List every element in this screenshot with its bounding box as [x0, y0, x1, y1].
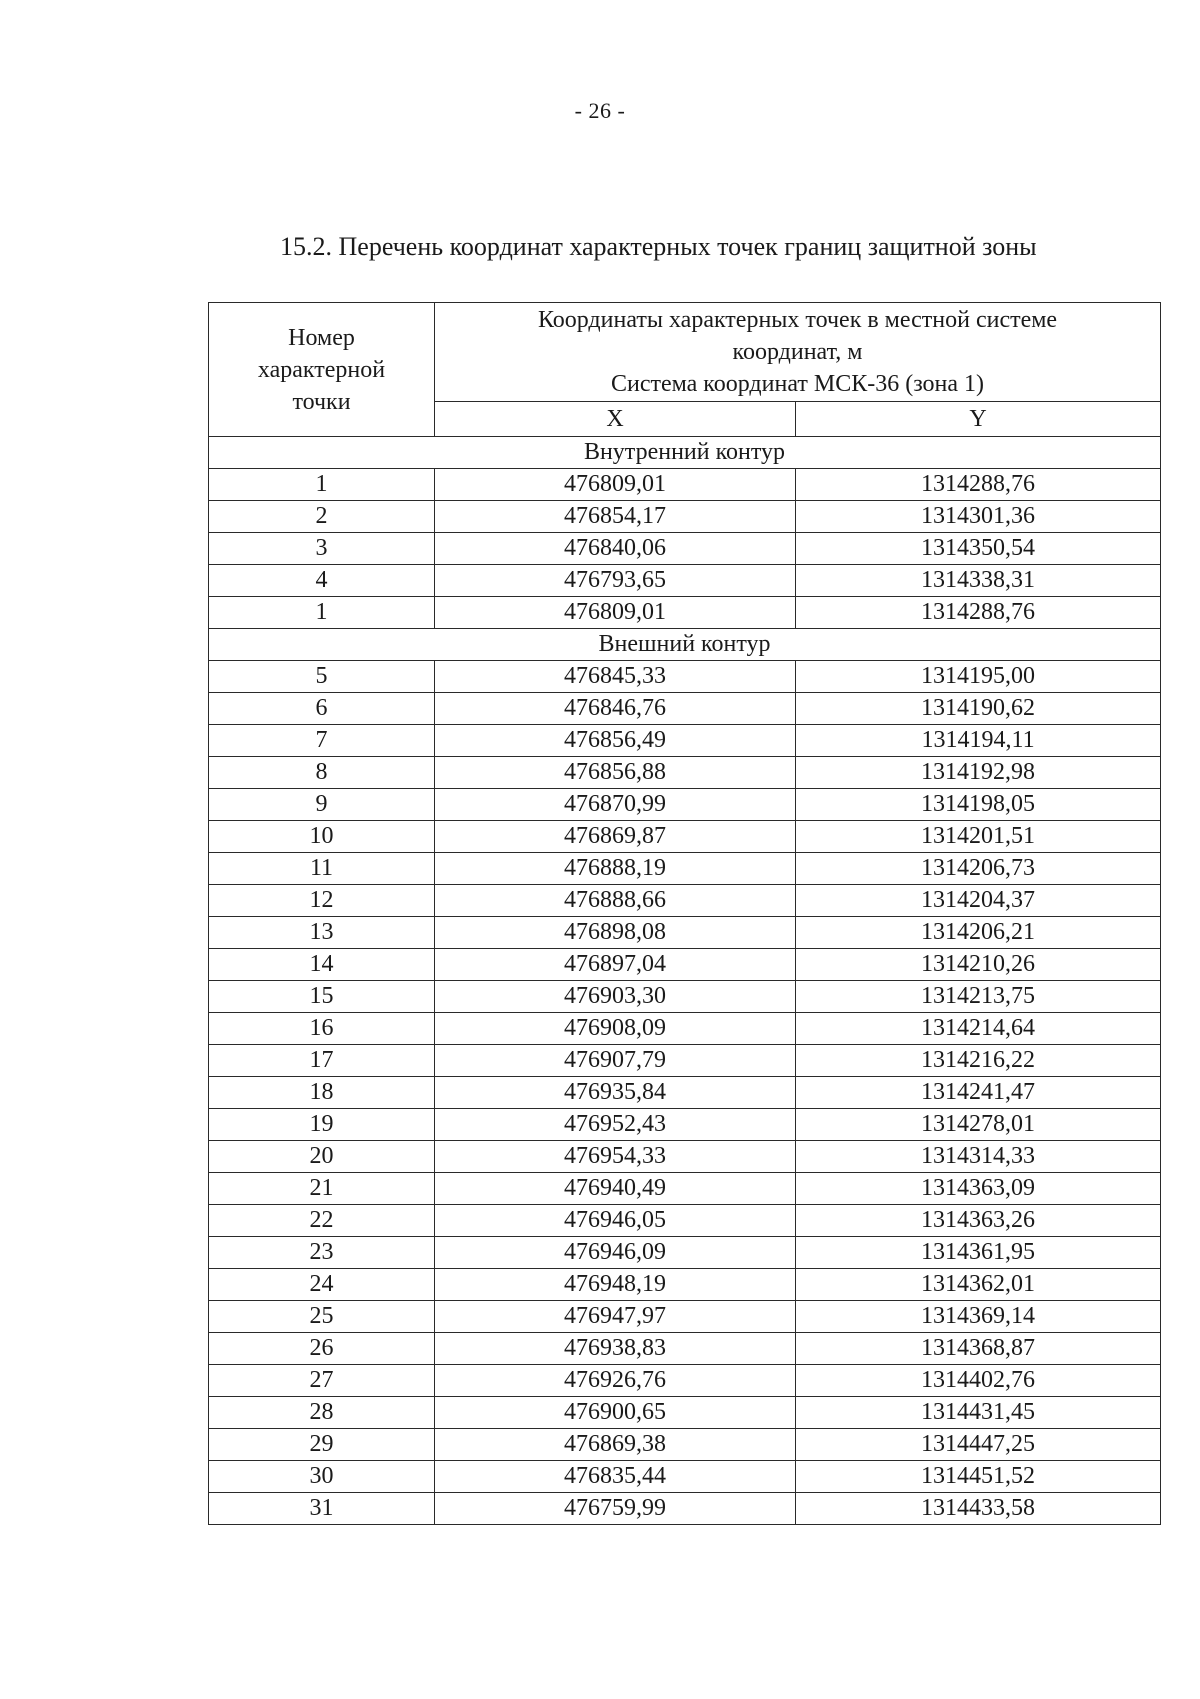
table-row — [209, 853, 1161, 885]
x-coordinate-cell: 476938,83 — [435, 1333, 796, 1365]
y-coordinate-cell: 1314194,11 — [796, 725, 1161, 757]
y-coordinate-cell: 1314363,26 — [796, 1205, 1161, 1237]
point-number-cell: 29 — [209, 1429, 435, 1461]
coordinate-system-label: Система координат МСК-36 (зона 1) — [610, 371, 985, 398]
point-number-header-line: характерной — [257, 356, 386, 383]
x-coordinate-cell: 476946,05 — [435, 1205, 796, 1237]
point-number-cell: 15 — [209, 981, 435, 1013]
point-number-cell: 20 — [209, 1141, 435, 1173]
table-row — [209, 565, 1161, 597]
section-title: 15.2. Перечень координат характерных точек границ защитной зоны — [280, 232, 1037, 261]
y-coordinate-cell: 1314451,52 — [796, 1461, 1161, 1493]
y-coordinate-cell: 1314216,22 — [796, 1045, 1161, 1077]
x-coordinate-cell: 476870,99 — [435, 789, 796, 821]
point-number-cell: 10 — [209, 821, 435, 853]
table-row — [209, 1013, 1161, 1045]
point-number-cell: 1 — [209, 469, 435, 501]
page-number: - 26 - — [574, 98, 626, 123]
y-coordinate-cell: 1314362,01 — [796, 1269, 1161, 1301]
coordinates-header-line: координат, м — [732, 339, 863, 366]
x-coordinate-cell: 476856,49 — [435, 725, 796, 757]
y-coordinate-cell: 1314198,05 — [796, 789, 1161, 821]
x-coordinate-cell: 476854,17 — [435, 501, 796, 533]
point-number-cell: 26 — [209, 1333, 435, 1365]
y-coordinate-cell: 1314190,62 — [796, 693, 1161, 725]
point-number-cell: 27 — [209, 1365, 435, 1397]
x-coordinate-cell: 476926,76 — [435, 1365, 796, 1397]
table-row — [209, 1429, 1161, 1461]
y-coordinate-cell: 1314288,76 — [796, 597, 1161, 629]
y-coordinate-cell: 1314433,58 — [796, 1493, 1161, 1525]
point-number-cell: 12 — [209, 885, 435, 917]
x-coordinate-cell: 476898,08 — [435, 917, 796, 949]
coordinates-header-line: Координаты характерных точек в местной системе — [537, 307, 1058, 334]
y-coordinate-cell: 1314368,87 — [796, 1333, 1161, 1365]
y-coordinate-cell: 1314288,76 — [796, 469, 1161, 501]
table-row — [209, 1461, 1161, 1493]
table-row — [209, 501, 1161, 533]
point-number-cell: 13 — [209, 917, 435, 949]
x-coordinate-cell: 476835,44 — [435, 1461, 796, 1493]
y-column-header: Y — [796, 402, 1161, 437]
x-coordinate-cell: 476907,79 — [435, 1045, 796, 1077]
table-row — [209, 1141, 1161, 1173]
point-number-cell: 3 — [209, 533, 435, 565]
y-coordinate-cell: 1314363,09 — [796, 1173, 1161, 1205]
point-number-header-line: точки — [292, 388, 351, 415]
x-coordinate-cell: 476869,38 — [435, 1429, 796, 1461]
x-coordinate-cell: 476952,43 — [435, 1109, 796, 1141]
table-row — [209, 1493, 1161, 1525]
table-row — [209, 693, 1161, 725]
y-coordinate-cell: 1314338,31 — [796, 565, 1161, 597]
section-row — [209, 437, 1161, 469]
point-number-cell: 14 — [209, 949, 435, 981]
x-coordinate-cell: 476809,01 — [435, 597, 796, 629]
table-row — [209, 661, 1161, 693]
table-row — [209, 885, 1161, 917]
table-row — [209, 1077, 1161, 1109]
point-number-cell: 16 — [209, 1013, 435, 1045]
x-coordinate-cell: 476940,49 — [435, 1173, 796, 1205]
x-coordinate-cell: 476946,09 — [435, 1237, 796, 1269]
x-coordinate-cell: 476903,30 — [435, 981, 796, 1013]
table-row — [209, 1173, 1161, 1205]
point-number-cell: 22 — [209, 1205, 435, 1237]
y-coordinate-cell: 1314314,33 — [796, 1141, 1161, 1173]
y-coordinate-cell: 1314206,73 — [796, 853, 1161, 885]
table-row — [209, 981, 1161, 1013]
point-number-cell: 18 — [209, 1077, 435, 1109]
section-title-cell: Внутренний контур — [209, 437, 1161, 469]
point-number-cell: 8 — [209, 757, 435, 789]
x-coordinate-cell: 476856,88 — [435, 757, 796, 789]
y-coordinate-cell: 1314431,45 — [796, 1397, 1161, 1429]
x-coordinate-cell: 476845,33 — [435, 661, 796, 693]
point-number-cell: 5 — [209, 661, 435, 693]
x-coordinate-cell: 476840,06 — [435, 533, 796, 565]
point-number-cell: 21 — [209, 1173, 435, 1205]
table-body — [209, 437, 1161, 1525]
point-number-cell: 25 — [209, 1301, 435, 1333]
x-coordinate-cell: 476809,01 — [435, 469, 796, 501]
table-row — [209, 1045, 1161, 1077]
table-row — [209, 1109, 1161, 1141]
point-number-cell: 9 — [209, 789, 435, 821]
point-number-cell: 24 — [209, 1269, 435, 1301]
table-row — [209, 469, 1161, 501]
y-coordinate-cell: 1314214,64 — [796, 1013, 1161, 1045]
point-number-header-line: Номер — [288, 324, 355, 351]
table-row — [209, 789, 1161, 821]
table-row — [209, 1269, 1161, 1301]
y-coordinate-cell: 1314204,37 — [796, 885, 1161, 917]
x-coordinate-cell: 476900,65 — [435, 1397, 796, 1429]
y-coordinate-cell: 1314278,01 — [796, 1109, 1161, 1141]
point-number-cell: 4 — [209, 565, 435, 597]
x-coordinate-cell: 476948,19 — [435, 1269, 796, 1301]
x-coordinate-cell: 476793,65 — [435, 565, 796, 597]
x-coordinate-cell: 476759,99 — [435, 1493, 796, 1525]
table-row — [209, 597, 1161, 629]
x-coordinate-cell: 476908,09 — [435, 1013, 796, 1045]
table-row — [209, 1237, 1161, 1269]
y-coordinate-cell: 1314402,76 — [796, 1365, 1161, 1397]
section-title-cell: Внешний контур — [209, 629, 1161, 661]
x-coordinate-cell: 476897,04 — [435, 949, 796, 981]
y-coordinate-cell: 1314301,36 — [796, 501, 1161, 533]
table-row — [209, 725, 1161, 757]
y-coordinate-cell: 1314369,14 — [796, 1301, 1161, 1333]
table-row — [209, 917, 1161, 949]
x-coordinate-cell: 476947,97 — [435, 1301, 796, 1333]
table-row — [209, 821, 1161, 853]
point-number-cell: 31 — [209, 1493, 435, 1525]
y-coordinate-cell: 1314210,26 — [796, 949, 1161, 981]
x-coordinate-cell: 476888,19 — [435, 853, 796, 885]
y-coordinate-cell: 1314206,21 — [796, 917, 1161, 949]
y-coordinate-cell: 1314192,98 — [796, 757, 1161, 789]
point-number-cell: 6 — [209, 693, 435, 725]
y-coordinate-cell: 1314350,54 — [796, 533, 1161, 565]
point-number-cell: 17 — [209, 1045, 435, 1077]
point-number-cell: 11 — [209, 853, 435, 885]
table-row — [209, 1333, 1161, 1365]
coordinates-header — [435, 303, 1161, 402]
table-row — [209, 533, 1161, 565]
point-number-cell: 19 — [209, 1109, 435, 1141]
table-row — [209, 1397, 1161, 1429]
point-number-cell: 1 — [209, 597, 435, 629]
y-coordinate-cell: 1314213,75 — [796, 981, 1161, 1013]
x-coordinate-cell: 476846,76 — [435, 693, 796, 725]
x-coordinate-cell: 476869,87 — [435, 821, 796, 853]
table-row — [209, 757, 1161, 789]
y-coordinate-cell: 1314241,47 — [796, 1077, 1161, 1109]
table-row — [209, 1365, 1161, 1397]
section-row — [209, 629, 1161, 661]
x-coordinate-cell: 476954,33 — [435, 1141, 796, 1173]
x-coordinate-cell: 476935,84 — [435, 1077, 796, 1109]
table-row — [209, 1301, 1161, 1333]
x-coordinate-cell: 476888,66 — [435, 885, 796, 917]
x-column-header: X — [435, 402, 796, 437]
coordinates-table — [208, 302, 1161, 1525]
point-number-cell: 7 — [209, 725, 435, 757]
table-row — [209, 949, 1161, 981]
point-number-cell: 23 — [209, 1237, 435, 1269]
point-number-cell: 2 — [209, 501, 435, 533]
y-coordinate-cell: 1314195,00 — [796, 661, 1161, 693]
y-coordinate-cell: 1314201,51 — [796, 821, 1161, 853]
table-row — [209, 1205, 1161, 1237]
y-coordinate-cell: 1314361,95 — [796, 1237, 1161, 1269]
point-number-header — [209, 303, 435, 437]
point-number-cell: 28 — [209, 1397, 435, 1429]
point-number-cell: 30 — [209, 1461, 435, 1493]
y-coordinate-cell: 1314447,25 — [796, 1429, 1161, 1461]
